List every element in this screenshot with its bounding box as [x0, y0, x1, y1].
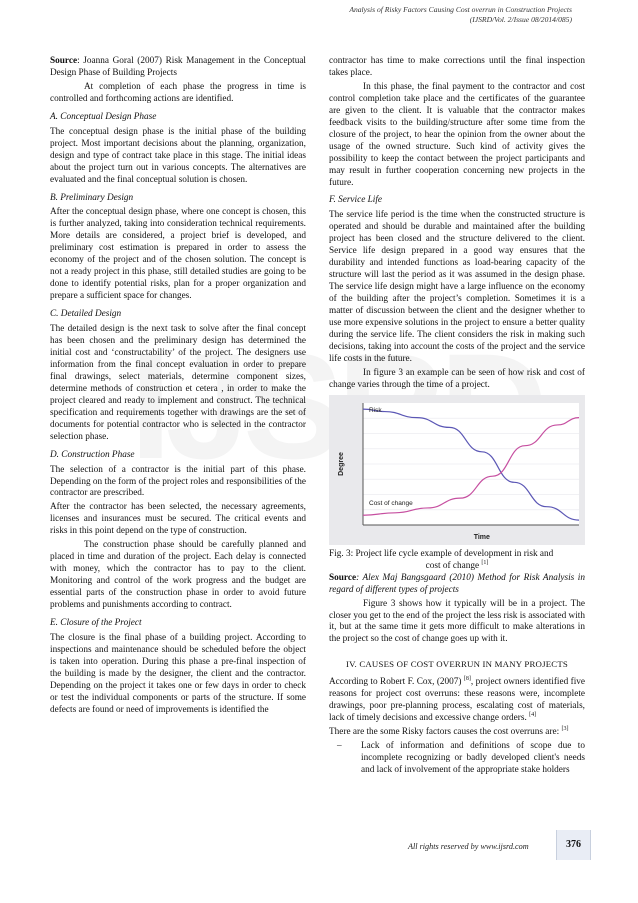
section-heading-e: E. Closure of the Project: [50, 617, 142, 628]
source-label: Source: [329, 572, 357, 583]
page-number: 376: [556, 830, 591, 860]
caption-line-2: [329, 561, 585, 573]
section-heading-b: B. Preliminary Design: [50, 192, 134, 203]
text-run: , project owners identified five reasons for project cost overruns: these reasons were, incomplete drawings, poor pre-planning process, escalating cost of materials, lack of timely decisions and excessive change orders.: [329, 677, 585, 724]
source-text: : Joanna Goral (2007) Risk Management in the Conceptual Design Phase of Building Projects: [50, 56, 306, 78]
footer-rights: All rights reserved by www.ijsrd.com: [408, 842, 529, 851]
source-label: Source: [50, 56, 78, 66]
paragraph: In this phase, the final payment to the contractor and cost control completion take place and the certificates of the guarantee are given to the client. It is valuable that the contractor makes feedback visits to the building/structure after some time from the closure of the project, to hear the opinion from the owner about the usage of the owned structure. Such kind of activity gives the possibility to keep the contact between the project participants and may result in further cooperation concerning new projects in the future.: [329, 81, 585, 188]
section-heading-c: C. Detailed Design: [50, 309, 122, 320]
section-heading-f: F. Service Life: [329, 195, 383, 206]
header-title: Analysis of Risky Factors Causing Cost overrun in Construction Projects: [349, 5, 572, 14]
paragraph: The construction phase should be carefully planned and placed in time and duration of the project. Each delay is connected with money, which the contractor has to pay to the client. Monitoring and control of the work progress and the budget are essential parts of the construction phase in order to avoid future problems and punishments according to contract.: [50, 540, 306, 611]
source-line: [329, 573, 585, 597]
paragraph: The conceptual design phase is the initial phase of the building project. Most important decisions about the planning, organization, design and type of contract take place in this stage. The initial ideas about the project turn out in various concepts. The alternatives are evaluated and the final conceptual solution is chosen.: [50, 126, 306, 185]
left-column: [50, 56, 306, 719]
text-run: According to Robert F. Cox, (2007): [329, 677, 462, 688]
paragraph: The closure is the final phase of a building project. According to inspections and maintenance should be scheduled before the object is taken into operation. During this phase a pre-final inspection of the building is made by the designer, the client and the contractor. Depending on the project it takes one or few days in order to check or test the individual components or parts of the structure. If some defects are found or need of improvements is identified the: [50, 632, 306, 715]
section-heading-d: D. Construction Phase: [50, 449, 135, 460]
y-axis-label: Degree: [338, 451, 345, 476]
chart-svg: [329, 395, 585, 545]
header-issue: (IJSRD/Vol. 2/Issue 08/2014/085): [469, 15, 572, 24]
figure-caption: [329, 549, 585, 573]
paragraph: [329, 677, 585, 725]
series-label: Cost of change: [369, 499, 413, 507]
caption-line-1: Fig. 3: Project life cycle example of development in risk and: [329, 548, 554, 559]
section-heading-iv: IV. CAUSES OF COST OVERRUN IN MANY PROJECTS: [345, 659, 569, 670]
caption-ref: [1]: [481, 559, 489, 566]
section-heading-a: A. Conceptual Design Phase: [50, 111, 157, 122]
citation: [4]: [529, 712, 537, 719]
paragraph: Figure 3 shows how it typically will be in a project. The closer you get to the end of the project the less risk is associated with it, but at the same time it gets more difficult to make alterations in the project so the cost of change goes up with it.: [329, 598, 585, 645]
running-header: [349, 5, 572, 25]
paragraph: The selection of a contractor is the initial part of this phase. Depending on the form of the project roles and responsibilities of the contractor are prescribed.: [50, 464, 306, 499]
source-text: : Alex Maj Bangsgaard (2010) Method for Risk Analysis in regard of different types of projects: [329, 572, 585, 595]
paragraph: [329, 727, 585, 739]
paragraph: After the contractor has been selected, the necessary agreements, licenses and insurances must be secured. The critical events and risks in this point depend on the type of construction.: [50, 502, 306, 537]
paragraph: In figure 3 an example can be seen of how risk and cost of change varies through the time of a project.: [329, 367, 585, 390]
paragraph: contractor has time to make corrections until the final inspection takes place.: [329, 56, 585, 78]
paragraph: The detailed design is the next task to solve after the final concept has been chosen and the preliminary design has determined the initial cost and ‘constructability’ of the project. The designers use information from the final concept evaluation in order to prepare final drawings, select materials, determine component sizes, determine methods of construction et cetera , in order to make the project cleared and ready to implement and construct. The technical specification and requirements together with drawings are the set of documents for potential contractor who is selected in the contractor selection phase.: [50, 324, 306, 442]
figure-risk-cost-chart: [329, 395, 585, 545]
text-run: There are the some Risky factors causes the cost overruns are:: [329, 727, 560, 738]
paragraph: After the conceptual design phase, where one concept is chosen, this is further analyzed, taking into consideration technical requirements. More details are considered, a project brief is developed, and preliminary cost estimation is prepared in order to assess the economy of the project and of the chosen solution. The concept is not a ready project in this phase, still detailed studies are going to be done to identify potential risks, plan for a proper organization and prepare a sufficient space for changes.: [50, 207, 306, 302]
source-line: [50, 56, 306, 80]
risk-factor-list: [329, 741, 585, 777]
citation: [8]: [463, 676, 471, 683]
citation: [3]: [561, 726, 569, 733]
series-label: Risk: [369, 406, 382, 414]
list-item: – Lack of information and definitions of scope due to incomplete recognizing or badly developed client's needs and lack of involvement of the appropriate stake holders: [361, 741, 585, 777]
caption-text-2: cost of change: [425, 560, 480, 571]
paragraph: The service life period is the time when the constructed structure is operated and should be durable and maintained after the building project has been closed and the structure delivered to the client. Service life design prepared in a good way ensures that the durability and intended functions as load-bearing capacity of the structure will last the period as it was assumed in the design phase. The service life design might have a large influence on the economy of the building after the project’s completion. Sometimes it is a matter of discussion between the client and the designer whether to use more expensive solutions in the project to ensure a better quality during the service life. The client considers the risk in making such decisions, taking into account the costs of the project and the service life costs in the future.: [329, 210, 585, 364]
right-column: [329, 56, 585, 777]
paragraph: At completion of each phase the progress in time is controlled and forthcoming actions are identified.: [50, 81, 306, 104]
x-axis-label: Time: [473, 533, 490, 541]
